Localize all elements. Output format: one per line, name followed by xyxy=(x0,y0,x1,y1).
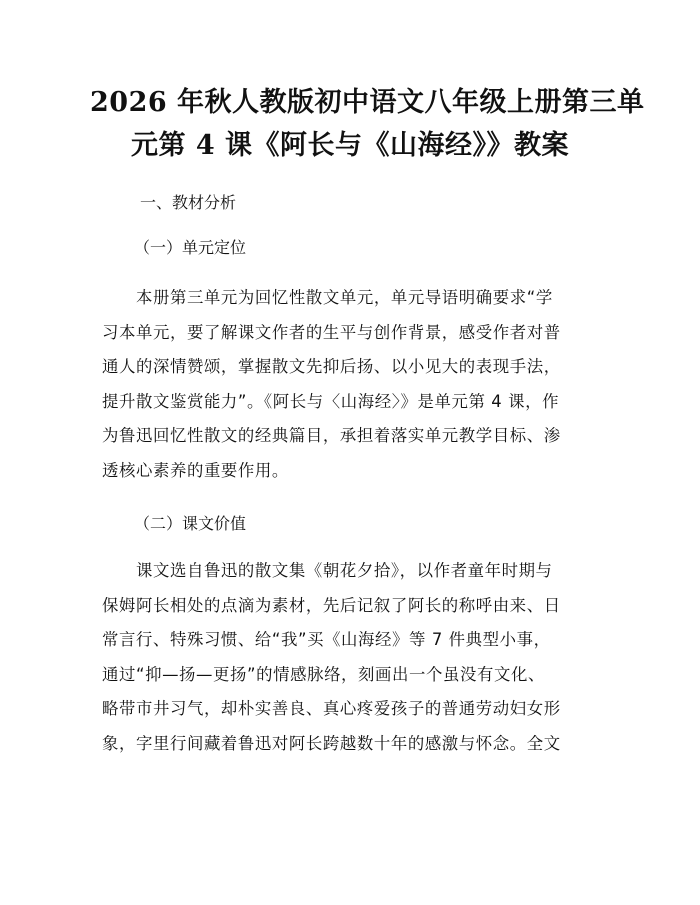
paragraph-line: 提升散文鉴赏能力”。《阿长与〈山海经〉》是单元第 4 课，作 xyxy=(102,391,560,411)
paragraph-unit-positioning xyxy=(102,281,602,488)
paragraph-line: 通过“抑—扬—更扬”的情感脉络，刻画出一个虽没有文化、 xyxy=(102,664,545,684)
document-title-line-1: 2026 年秋人教版初中语文八年级上册第三单 xyxy=(90,87,645,118)
paragraph-line: 略带市井习气，却朴实善良、真心疼爱孩子的普通劳动妇女形 xyxy=(102,699,561,718)
paragraph-line: 为鲁迅回忆性散文的经典篇目，承担着落实单元教学目标、渗 xyxy=(102,426,561,445)
paragraph-line: 保姆阿长相处的点滴为素材，先后记叙了阿长的称呼由来、日 xyxy=(102,595,561,615)
subsection-heading-unit-positioning: （一）单元定位 xyxy=(134,238,247,257)
paragraph-line: 课文选自鲁迅的散文集《朝花夕拾》，以作者童年时期与 xyxy=(102,561,553,580)
paragraph-line: 常言行、特殊习惯、给“我”买《山海经》等 7 件典型小事， xyxy=(102,630,551,649)
paragraph-text-value xyxy=(102,554,602,761)
paragraph-line: 本册第三单元为回忆性散文单元，单元导语明确要求“学 xyxy=(102,288,553,307)
section-heading-textbook-analysis: 一、教材分析 xyxy=(140,193,237,212)
paragraph-line: 象，字里行间藏着鲁迅对阿长跨越数十年的感激与怀念。全文 xyxy=(102,733,561,753)
paragraph-line: 习本单元，要了解课文作者的生平与创作背景，感受作者对普 xyxy=(102,322,561,342)
paragraph-line: 通人的深情赞颂，掌握散文先抑后扬、以小见大的表现手法， xyxy=(102,357,561,376)
document-title-line-2: 元第 4 课《阿长与《山海经》》教案 xyxy=(130,130,570,161)
subsection-heading-text-value: （二）课文价值 xyxy=(134,514,247,533)
paragraph-line: 透核心素养的重要作用。 xyxy=(102,460,289,480)
